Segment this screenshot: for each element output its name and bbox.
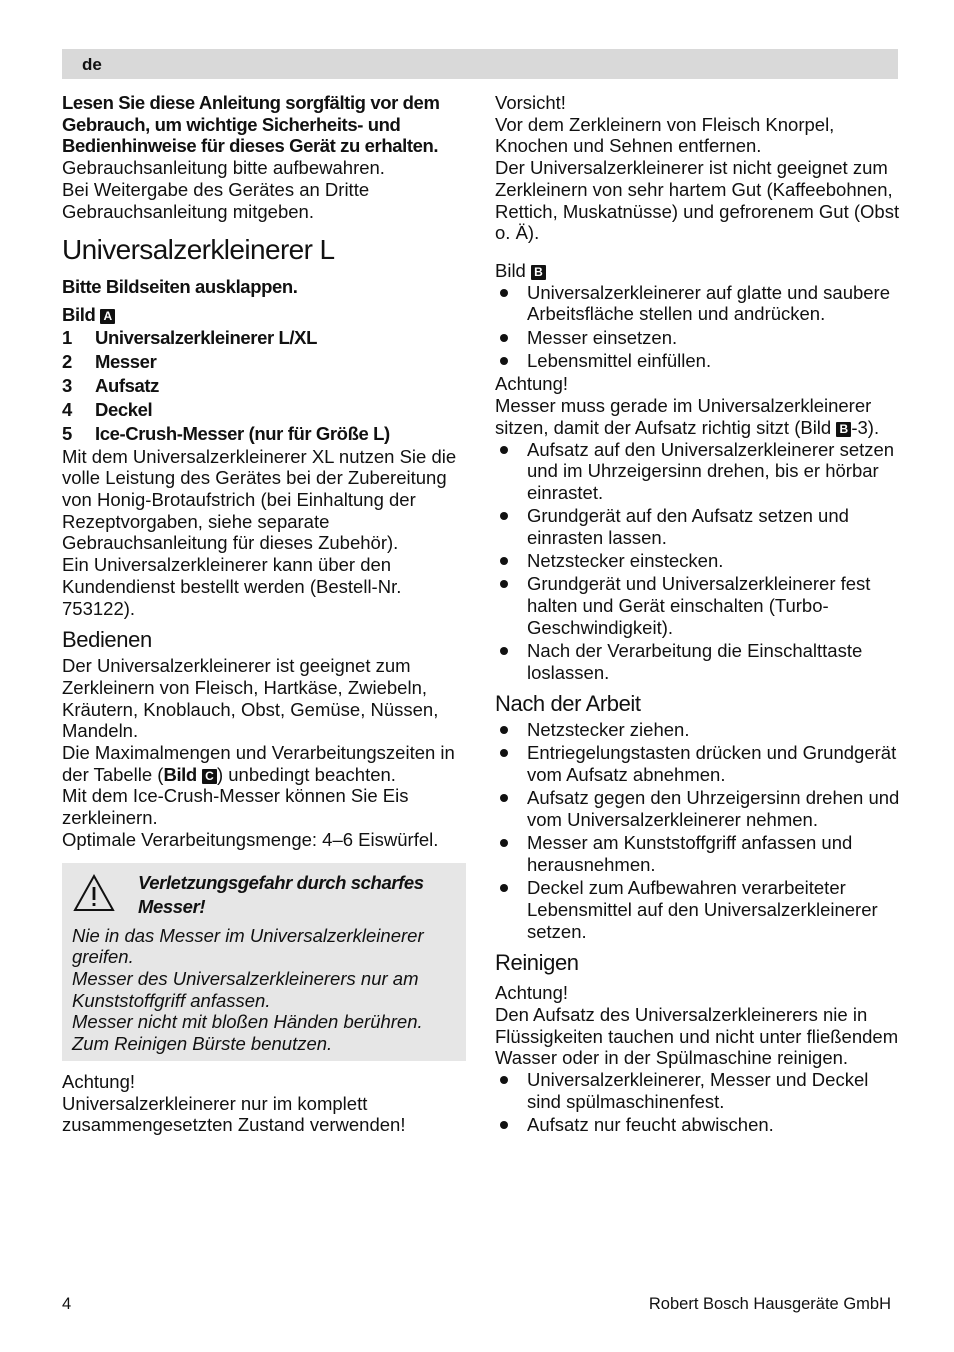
vorsicht-heading: Vorsicht! [495,92,566,113]
bullet-icon [495,505,527,548]
fold-out-note: Bitte Bildseiten ausklappen. [62,276,298,298]
bullet-icon [495,832,527,875]
list-item-text: Aufsatz nur feucht abwischen. [527,1114,774,1136]
figure-a-badge: A [100,309,115,324]
achtung-1-text-pre: Messer muss gerade im Universalzerkleinerer sitzen, damit der Aufsatz richtig sitzt (Bild [495,395,872,438]
figure-label: Bild [495,259,526,281]
part-item [62,350,466,374]
figure-label: Bild [62,303,96,325]
xl-text: Mit dem Universalzerkleinerer XL nutzen Sie die volle Leistung des Gerätes bei der Zubereitung von Honig-Brotaufstrich (bei Einhaltung der Rezeptvorgaben, siehe separate Gebrauchsanleitung für dieses Zubehör). [62,445,457,554]
figure-b-badge-inline: B [836,422,851,437]
part-label: Ice-Crush-Messer (nur für Größe L) [95,422,390,444]
bullet-icon [495,573,527,638]
achtung-2-text: Den Aufsatz des Universalzerkleinerers nie in Flüssigkeiten tauchen und nicht unter fließendem Wasser oder in der Spülmaschine reinigen. [495,1004,899,1069]
list-item [495,550,900,572]
bedienen-text-2-post: ) unbedingt beachten. [216,763,396,785]
footer-company: Robert Bosch Hausgeräte GmbH [648,1295,891,1313]
list-item-text: Universalzerkleinerer, Messer und Deckel sind spülmaschinenfest. [527,1069,869,1112]
bedienen-text-3: Mit dem Ice-Crush-Messer können Sie Eis zerkleinern. [62,785,409,829]
bullet-icon [495,877,527,942]
reinigen-heading: Reinigen [495,950,579,976]
steps-list-3 [495,719,900,942]
part-label: Universalzerkleinerer L/XL [95,326,317,348]
figure-c-badge: C [202,769,217,784]
bullet-icon [495,282,527,325]
warning-title: Verletzungsgefahr durch scharfes Messer! [138,871,424,917]
list-item [495,350,900,372]
achtung-1-heading: Achtung! [495,373,569,395]
part-label: Messer [95,350,157,372]
bullet-icon [495,350,527,372]
list-item [495,439,900,504]
list-item-text: Nach der Verarbeitung die Einschalttaste loslassen. [527,639,863,683]
language-bar [62,49,898,79]
list-item-text: Aufsatz auf den Universalzerkleinerer setzen und im Uhrzeigersinn drehen, bis er hörbar einrastet. [527,438,895,503]
bullet-icon [495,327,527,349]
page-number: 4 [62,1295,72,1313]
list-item [495,505,900,548]
bedienen-text-2 [62,742,466,785]
parts-list [62,326,466,446]
left-column [62,92,466,1136]
bedienen-text-1: Der Universalzerkleinerer ist geeignet zum Zerkleinern von Fleisch, Hartkäse, Zwiebeln, Kräutern, Knoblauch, Obst, Gemüse, Nüssen, Mandeln. [62,655,439,742]
list-item-text: Messer einsetzen. [527,326,678,348]
part-number: 1 [62,326,72,348]
list-item [495,282,900,325]
part-number: 5 [62,422,72,444]
list-item-text: Entriegelungstasten drücken und Grundgerät vom Aufsatz abnehmen. [527,742,897,786]
list-item-text: Deckel zum Aufbewahren verarbeiteter Lebensmittel auf den Universalzerkleinerer setzen. [527,877,878,942]
list-item [495,719,900,741]
steps-list-4 [495,1069,900,1136]
part-number: 2 [62,350,72,372]
bullet-icon [495,1114,527,1136]
vorsicht-text-2: Der Universalzerkleinerer ist nicht geeignet zum Zerkleinern von sehr hartem Gut (Kaffeebohnen, Rettich, Muskatnüsse) und gefrorenem Gut (Obst o. Ä). [495,157,900,244]
list-item-text: Aufsatz gegen den Uhrzeigersinn drehen und vom Universalzerkleinerer nehmen. [527,787,900,831]
part-item [62,374,466,398]
achtung-1-text [495,395,900,438]
warning-line-2: Messer des Universalzerkleinerers nur am Kunststoffgriff anfassen. [72,967,419,1011]
bullet-icon [495,719,527,741]
bullet-icon [495,439,527,504]
bullet-icon [495,742,527,785]
part-label: Deckel [95,398,153,420]
list-item [495,1069,900,1112]
list-item-text: Netzstecker ziehen. [527,719,690,741]
intro-bold: Lesen Sie diese Anleitung sorgfältig vor dem Gebrauch, um wichtige Sicherheits- und Bedienhinweise für dieses Gerät zu erhalten. [62,92,440,157]
list-item [495,573,900,638]
bullet-icon [495,550,527,572]
achtung-1-text-post: -3). [851,416,880,438]
figure-c-label: Bild [163,763,197,785]
part-number: 3 [62,374,72,396]
order-text: Ein Universalzerkleinerer kann über den Kundendienst bestellt werden (Bestell-Nr. 753122). [62,554,402,619]
figure-b-badge: B [531,265,546,280]
warning-line-3: Messer nicht mit bloßen Händen berühren. Zum Reinigen Bürste benutzen. [72,1011,423,1055]
list-item [495,1114,900,1136]
figure-ref-a [62,304,466,326]
part-label: Aufsatz [95,374,160,396]
part-number: 4 [62,398,72,420]
list-item-text: Grundgerät und Universalzerkleinerer fest halten und Gerät einschalten (Turbo-Geschwindigkeit). [527,573,871,638]
language-code: de [82,55,102,74]
list-item [495,877,900,942]
warning-line-1: Nie in das Messer im Universalzerkleinerer greifen. [72,924,424,968]
right-column [495,92,900,1137]
part-item [62,326,466,350]
bullet-icon [495,1069,527,1112]
warning-triangle-icon [72,873,116,913]
part-item [62,422,466,446]
warning-box [62,863,466,1061]
steps-list-1 [495,282,900,372]
bedienen-heading: Bedienen [62,627,152,653]
intro-line-2: Bei Weitergabe des Gerätes an Dritte Gebrauchsanleitung mitgeben. [62,178,370,222]
figure-ref-b [495,260,900,282]
bedienen-text-2-pre: Die Maximalmengen und Verarbeitungszeiten in der Tabelle ( [62,742,455,785]
nach-der-arbeit-heading: Nach der Arbeit [495,691,641,717]
steps-list-2 [495,439,900,684]
list-item [495,742,900,785]
part-item [62,398,466,422]
vorsicht-text-1: Vor dem Zerkleinern von Fleisch Knorpel, Knochen und Sehnen entfernen. [495,113,835,157]
list-item [495,787,900,830]
list-item-text: Grundgerät auf den Aufsatz setzen und einrasten lassen. [527,505,849,548]
list-item [495,832,900,875]
bullet-icon [495,640,527,683]
intro-line-1: Gebrauchsanleitung bitte aufbewahren. [62,157,385,179]
list-item-text: Universalzerkleinerer auf glatte und saubere Arbeitsfläche stellen und andrücken. [527,281,891,325]
list-item-text: Messer am Kunststoffgriff anfassen und herausnehmen. [527,832,853,875]
achtung-text: Universalzerkleinerer nur im komplett zusammengesetzten Zustand verwenden! [62,1092,406,1136]
list-item [495,640,900,683]
achtung-heading: Achtung! [62,1070,136,1092]
list-item [495,327,900,349]
page-title: Universalzerkleinerer L [62,234,335,266]
list-item-text: Lebensmittel einfüllen. [527,349,712,371]
achtung-2-heading: Achtung! [495,982,569,1004]
list-item-text: Netzstecker einstecken. [527,550,724,572]
bullet-icon [495,787,527,830]
bedienen-text-4: Optimale Verarbeitungsmenge: 4–6 Eiswürfel. [62,828,439,850]
